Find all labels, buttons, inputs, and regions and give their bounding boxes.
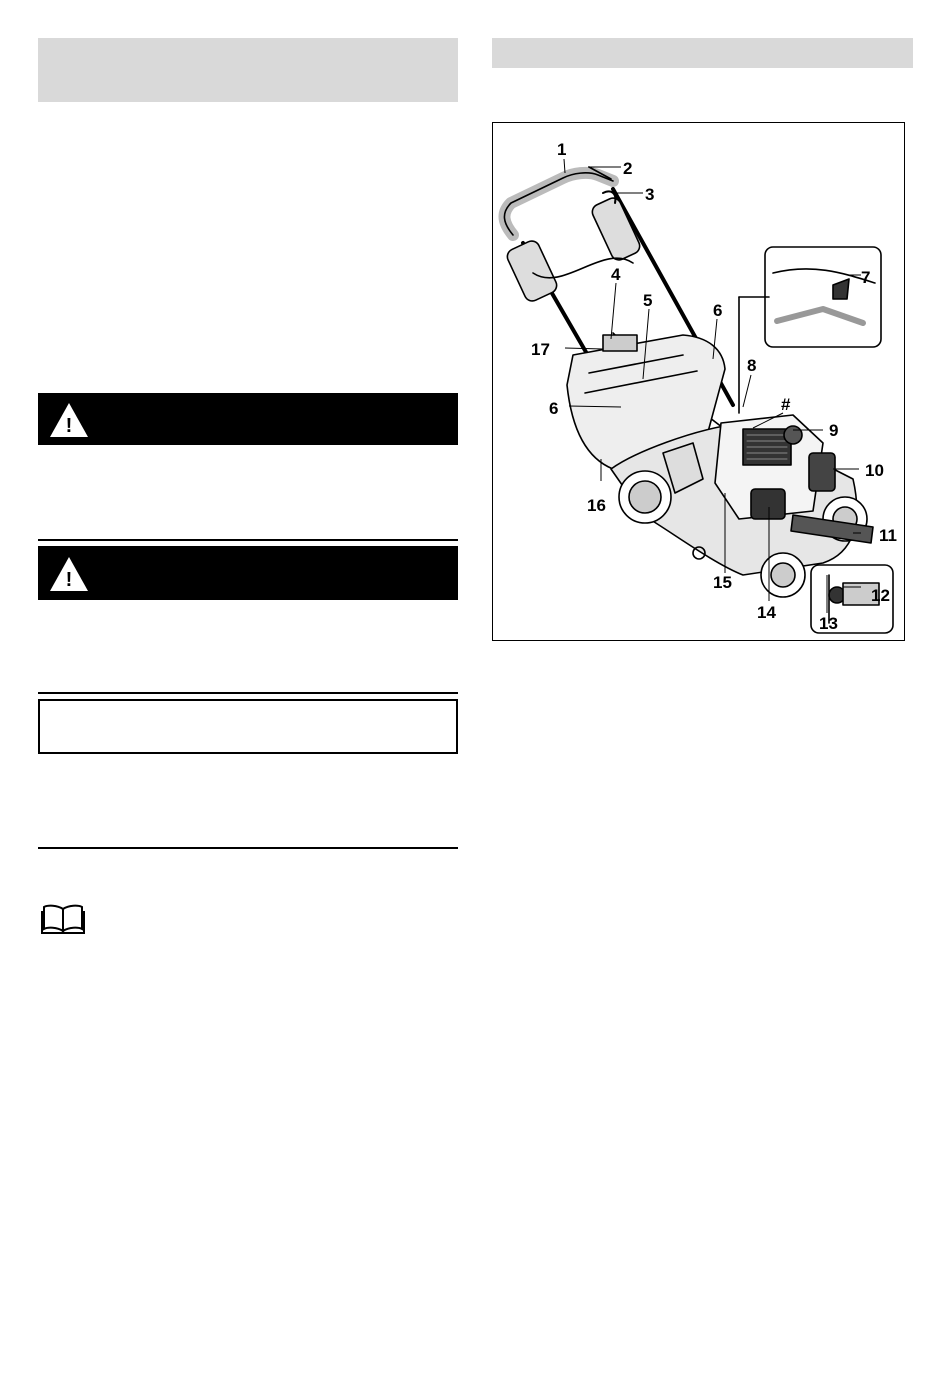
callout-6a: 6 xyxy=(713,301,723,320)
callout-2: 2 xyxy=(623,159,633,178)
callout-8: 8 xyxy=(747,356,757,375)
notice-box xyxy=(38,699,458,754)
callout-11: 11 xyxy=(879,526,897,545)
callout-15: 15 xyxy=(713,573,732,592)
callout-14: 14 xyxy=(757,603,776,622)
callout-5: 5 xyxy=(643,291,653,310)
callout-13: 13 xyxy=(819,614,838,633)
warning-exclamation: ! xyxy=(65,415,73,437)
callout-7: 7 xyxy=(861,268,871,287)
divider-line xyxy=(38,847,458,849)
open-book-icon xyxy=(40,903,86,935)
divider-line xyxy=(38,539,458,541)
warning-bar-1 xyxy=(38,393,458,445)
divider-line xyxy=(38,692,458,694)
warning-bar-2 xyxy=(38,546,458,600)
warning-exclamation: ! xyxy=(65,569,73,591)
callout-16: 16 xyxy=(587,496,606,515)
warning-triangle-icon xyxy=(48,555,90,593)
callout-hash: # xyxy=(781,395,791,414)
callout-12: 12 xyxy=(871,586,890,605)
callout-6b: 6 xyxy=(549,399,559,418)
lawnmower-illustration xyxy=(493,123,904,640)
right-heading-bar xyxy=(492,38,913,68)
callout-1: 1 xyxy=(557,140,567,159)
callout-3: 3 xyxy=(645,185,655,204)
lawnmower-figure-frame xyxy=(492,122,905,641)
callout-9: 9 xyxy=(829,421,839,440)
section-heading-box xyxy=(38,38,458,102)
callout-17: 17 xyxy=(531,340,550,359)
callout-10: 10 xyxy=(865,461,884,480)
callout-4: 4 xyxy=(611,265,621,284)
warning-triangle-icon xyxy=(48,401,90,439)
